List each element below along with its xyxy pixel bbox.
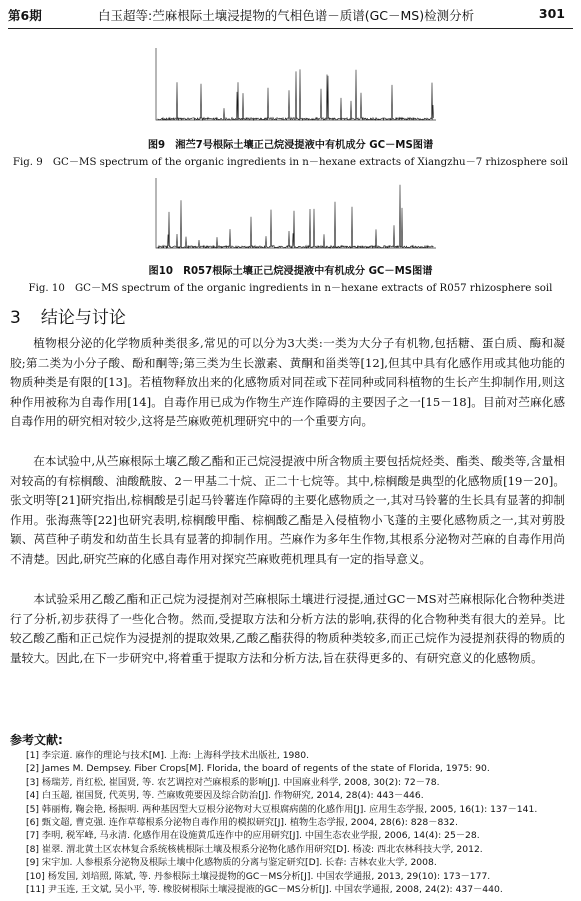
- figure-9-caption-zh: 图9 湘苎7号根际土壤正己烷浸提液中有机成分 GC－MS图谱: [147, 140, 434, 151]
- references-heading: 参考文献:: [10, 733, 63, 747]
- reference-item: [10] 杨发国, 刘培照, 陈斌, 等. 丹参根际土壤浸提物的GC－MS分析[J]. 中国农学通报, 2013, 29(10): 173－177.: [26, 870, 491, 882]
- paragraph-1: 植物根分泌的化学物质种类很多,常见的可以分为3大类:一类为大分子有机物,包括糖、蛋白质、酶和凝胶;第二类为小分子酸、酚和酮等;第三类为生长激素、黄酮和甾类等[12],但其中具有化感作用或其他功能的物质种类是有限的[13]。若植物释放出来的化感物质对同茬或下茬同种或同科植物的生长产生抑制作用,则这种作用被称为自毒作用[14]。自毒作用已成为作物生产连作障碍的主要因子之一[15－18]。目前对苎麻化感自毒作用的研究相对较少,这将是苎麻败蔸机理研究中的一个重要方向。: [10, 336, 565, 429]
- reference-item: [9] 宋宇加. 人参根系分泌物及根际土壤中化感物质的分离与鉴定研究[D]. 长春: 吉林农业大学, 2008.: [26, 857, 437, 869]
- references-list: [10, 749, 572, 896]
- spectrum-trace: [158, 69, 434, 120]
- running-header: [8, 6, 573, 26]
- figure-10-caption-zh: 图10 R057根际土壤正己烷浸提液中有机成分 GC－MS图谱: [148, 266, 433, 277]
- reference-item: [6] 甄文超, 曹克强. 连作草莓根系分泌物自毒作用的模拟研究[J]. 植物生态学报, 2004, 28(6): 828－832.: [26, 817, 458, 829]
- section-number: 3: [10, 308, 21, 328]
- reference-item: [1] 李宗道. 麻作的理论与技术[M]. 上海: 上海科学技术出版社, 1980.: [26, 750, 309, 761]
- running-title: 白玉超等:苎麻根际土壤浸提物的气相色谱－质谱(GC－MS)检测分析: [98, 8, 475, 23]
- figure-9-spectrum: [150, 44, 440, 126]
- reference-item: [8] 崔翠. 渭北黄土区农林复合系统核桃根际土壤及根系分泌物化感作用研究[D]. 杨凌: 西北农林科技大学, 2012.: [26, 843, 483, 855]
- reference-item: [4] 白玉超, 崔国贤, 代英男, 等. 苎麻败蔸要因及综合防治[J]. 作物研究, 2014, 28(4): 443－446.: [26, 790, 424, 802]
- page-number: 301: [538, 6, 565, 21]
- spectrum-trace: [158, 185, 434, 248]
- section-heading: [10, 303, 146, 328]
- reference-item: [2] James M. Dempsey. Fiber Crops[M]. Florida, the board of regents of the state of Florida, 1975: 90.: [26, 763, 490, 775]
- reference-item: [11] 尹玉连, 王文斌, 吴小平, 等. 橡胶树根际土壤浸提液的GC－MS分析[J]. 中国农学通报, 2008, 24(2): 437－440.: [26, 884, 503, 896]
- figure-10-spectrum: [150, 174, 440, 254]
- paragraph-2: 在本试验中,从苎麻根际土壤乙酸乙酯和正己烷浸提液中所含物质主要包括烷烃类、酯类、酸类等,含量相对较高的有棕榈酸、油酸酰胺、2－甲基二十烷、正二十七烷等。其中,棕榈酸是典型的化感物质[19－20]。张文明等[21]研究指出,棕榈酸是引起马铃薯连作障碍的主要化感物质之一,其对马铃薯的生长具有显著的抑制作用。张海燕等[22]也研究表明,棕榈酸甲酯、棕榈酸乙酯是入侵植物小飞蓬的主要化感物质之一,其对剪股颖、莴苣种子萌发和幼苗生长具有显著的抑制作用。苎麻作为多年生作物,其根系分泌物对苎麻的自毒作用尚不清楚。因此,研究苎麻的化感自毒作用对探究苎麻败蔸机理具有一定的指导意义。: [10, 454, 565, 566]
- section-title: 结论与讨论: [40, 308, 126, 328]
- figure-9-caption-en: Fig. 9 GC－MS spectrum of the organic ingredients in n－hexane extracts of Xiangzhu－7 rhizosphere soil: [12, 157, 569, 168]
- reference-item: [3] 杨瑞芳, 肖红松, 崔国贤, 等. 农艺调控对苎麻根系的影响[J]. 中国麻业科学, 2008, 30(2): 72－78.: [26, 776, 440, 788]
- paragraph-3: 本试验采用乙酸乙酯和正己烷为浸提剂对苎麻根际土壤进行浸提,通过GC－MS对苎麻根际化合物种类进行了分析,初步获得了一些化合物。然而,受提取方法和分析方法的影响,获得的化合物种类有很大的差异。比较乙酸乙酯和正己烷作为浸提剂的提取效果,乙酸乙酯获得的物质种类较多,而正己烷作为浸提剂获得的物质的量较大。因此,在下一步研究中,将着重于提取方法和分析方法,旨在获得更多的、有研究意义的化感物质。: [10, 592, 565, 665]
- header-rule: [8, 28, 573, 29]
- reference-item: [7] 李明, 税军峰, 马永清. 化感作用在设施黄瓜连作中的应用研究[J]. 中国生态农业学报, 2006, 14(4): 25－28.: [26, 830, 480, 842]
- issue-number: 第6期: [8, 8, 42, 23]
- reference-item: [5] 韩丽梅, 鞠会艳, 杨振明. 两种基因型大豆根分泌物对大豆根腐病菌的化感作用[J]. 应用生态学报, 2005, 16(1): 137－141.: [26, 803, 538, 815]
- figure-10-caption-en: Fig. 10 GC－MS spectrum of the organic ingredients in n－hexane extracts of R057 rhizosphere soil: [28, 283, 553, 294]
